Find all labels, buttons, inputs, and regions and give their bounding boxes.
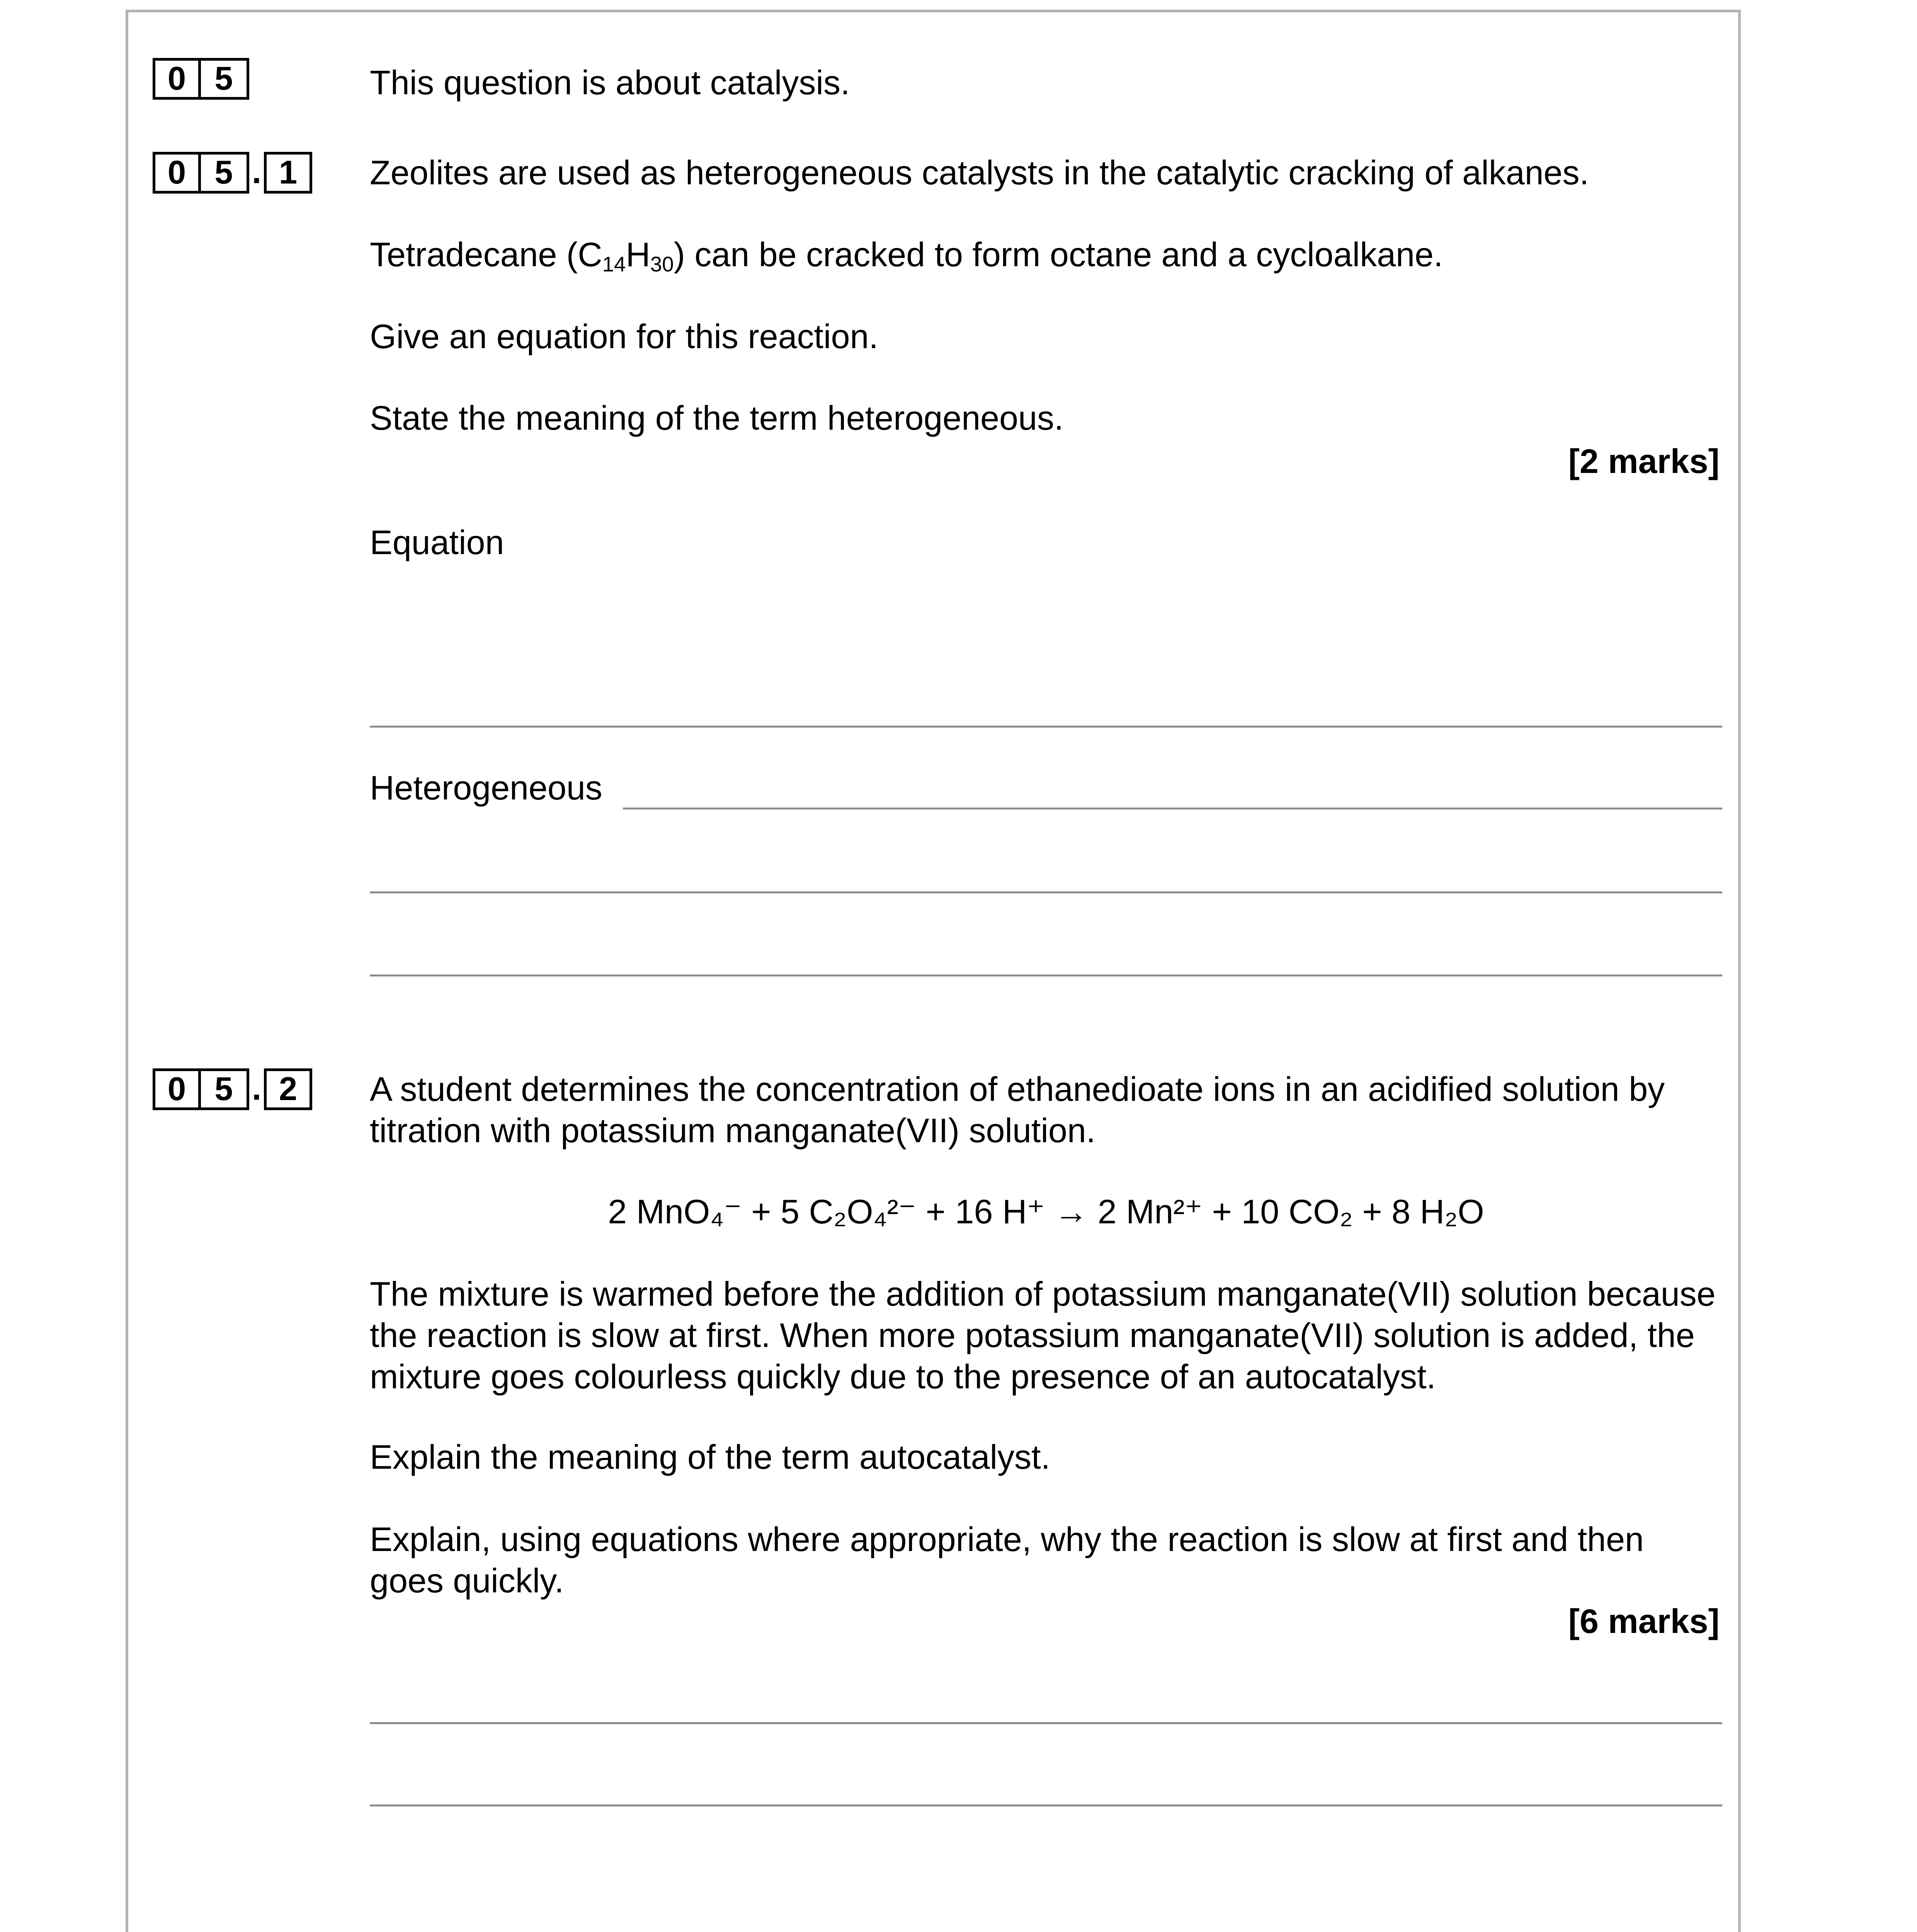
digit-box: 0: [153, 1068, 201, 1110]
digit-box: 0: [153, 152, 201, 194]
question-number-05: [153, 58, 249, 100]
text: H: [626, 235, 650, 274]
question-intro: This question is about catalysis.: [370, 63, 850, 102]
page-frame: [126, 10, 1741, 1932]
digit-box: 5: [201, 1068, 249, 1110]
q5-2-paragraph-2: The mixture is warmed before the addition of potassium manganate(VII) solution because the reaction is slow at first. When more potassium manganate(VII) solution is added, the mixture goes colourless quickly due to the presence of an autocatalyst.: [370, 1275, 1716, 1396]
answer-line[interactable]: [370, 726, 1722, 728]
marks-label: [2 marks]: [1568, 442, 1720, 480]
q5-1-paragraph-3: Give an equation for this reaction.: [370, 317, 878, 355]
answer-line[interactable]: [370, 1722, 1722, 1724]
text: ) can be cracked to form octane and a cycloalkane.: [674, 235, 1443, 274]
digit-box: 2: [264, 1068, 312, 1110]
question-number-05-2: [153, 1068, 312, 1110]
text: Tetradecane (C: [370, 235, 602, 274]
marks-label: [6 marks]: [1568, 1602, 1720, 1640]
q5-1-paragraph-4: State the meaning of the term heterogeneous.: [370, 399, 1064, 437]
dot: .: [252, 1069, 262, 1107]
question-number-05-1: [153, 152, 312, 194]
q5-1-paragraph-1: Zeolites are used as heterogeneous catalysts in the catalytic cracking of alkanes.: [370, 153, 1589, 192]
equation-label: Equation: [370, 523, 504, 561]
heterogeneous-label: Heterogeneous: [370, 769, 602, 807]
answer-line[interactable]: [623, 808, 1722, 810]
q5-2-equation: 2 MnO₄⁻ + 5 C₂O₄²⁻ + 16 H⁺ → 2 Mn²⁺ + 10 CO₂ + 8 H₂O: [608, 1192, 1484, 1231]
q5-2-paragraph-3: Explain the meaning of the term autocatalyst.: [370, 1438, 1050, 1476]
q5-1-paragraph-2: [370, 234, 1443, 275]
digit-box: 1: [264, 152, 312, 194]
q5-2-paragraph-4: Explain, using equations where appropriate, why the reaction is slow at first and then goes quickly.: [370, 1520, 1644, 1600]
digit-box: 5: [201, 58, 249, 100]
answer-line[interactable]: [370, 975, 1722, 976]
answer-line[interactable]: [370, 1804, 1722, 1806]
subscript: 30: [650, 252, 674, 276]
digit-box: 0: [153, 58, 201, 100]
q5-2-paragraph-1: A student determines the concentration of ethanedioate ions in an acidified solution by titration with potassium manganate(VII) solution.: [370, 1070, 1665, 1150]
answer-line[interactable]: [370, 891, 1722, 893]
subscript: 14: [602, 252, 626, 276]
digit-box: 5: [201, 152, 249, 194]
dot: .: [252, 152, 262, 190]
